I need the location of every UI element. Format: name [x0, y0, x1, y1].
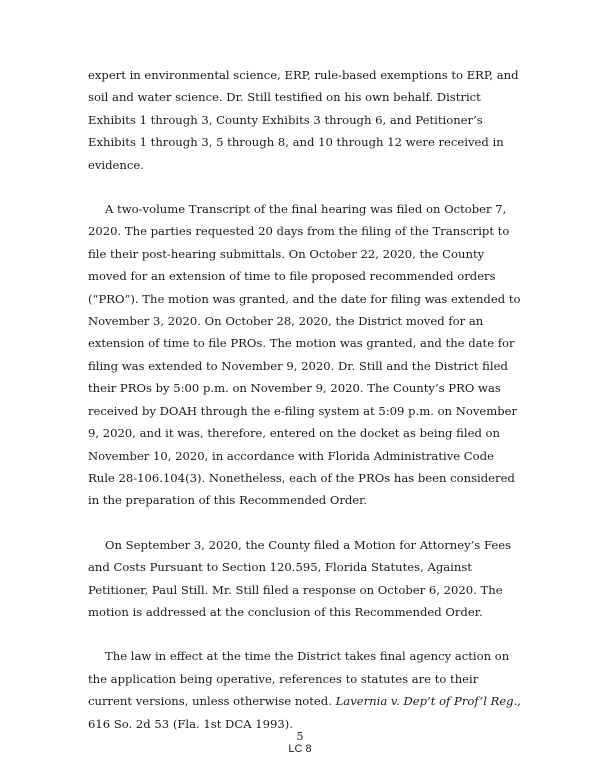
page-footer	[0, 730, 600, 756]
paragraph-transcript-and-pros: A two-volume Transcript of the final hearing was filed on October 7, 2020. The parties requested 20 days from the filing of the Transcript to file their post-hearing submittals. On October 22, 2020, the County moved for an extension of time to file proposed recommended orders (“PRO”). The motion was granted, and the date for filing was extended to November 3, 2020. On October 28, 2020, the District moved for an extension of time to file PROs. The motion was granted, and the date for filing was extended to November 9, 2020. Dr. Still and the District filed their PROs by 5:00 p.m. on November 9, 2020. The County’s PRO was received by DOAH through the e-filing system at 5:09 p.m. on November 9, 2020, and it was, therefore, entered on the docket as being filed on November 10, 2020, in accordance with Florida Administrative Code Rule 28-106.104(3). Nonetheless, each of the PROs has been considered in the preparation of this Recommended Order.	[88, 202, 521, 508]
law-text-after-citation: , 616 So. 2d 53 (Fla. 1st DCA 1993).	[88, 694, 521, 731]
page-number: 5	[296, 730, 304, 743]
law-text-before-citation: The law in effect at the time the District takes final agency action on the application being operative, references to statutes are to their current versions, unless otherwise noted.	[88, 649, 510, 709]
paragraph-exhibits-continued: expert in environmental science, ERP, rule-based exemptions to ERP, and soil and water science. Dr. Still testified on his own behalf. District Exhibits 1 through 3, County Exhibits 3 through 6, and Petitioner’s Exhibits 1 through 3, 5 through 8, and 10 through 12 were received in evidence.	[88, 68, 519, 172]
paragraph-attorney-fees-motion: On September 3, 2020, the County filed a Motion for Attorney’s Fees and Costs Pursuant to Section 120.595, Florida Statutes, Against Petitioner, Paul Still. Mr. Still filed a response on October 6, 2020. The motion is addressed at the conclusion of this Recommended Order.	[88, 537, 512, 619]
document-body	[88, 64, 524, 735]
document-code: LC 8	[288, 743, 312, 755]
paragraph-law-in-effect	[88, 645, 524, 735]
case-citation: Lavernia v. Dep’t of Prof’l Reg.	[335, 694, 518, 709]
